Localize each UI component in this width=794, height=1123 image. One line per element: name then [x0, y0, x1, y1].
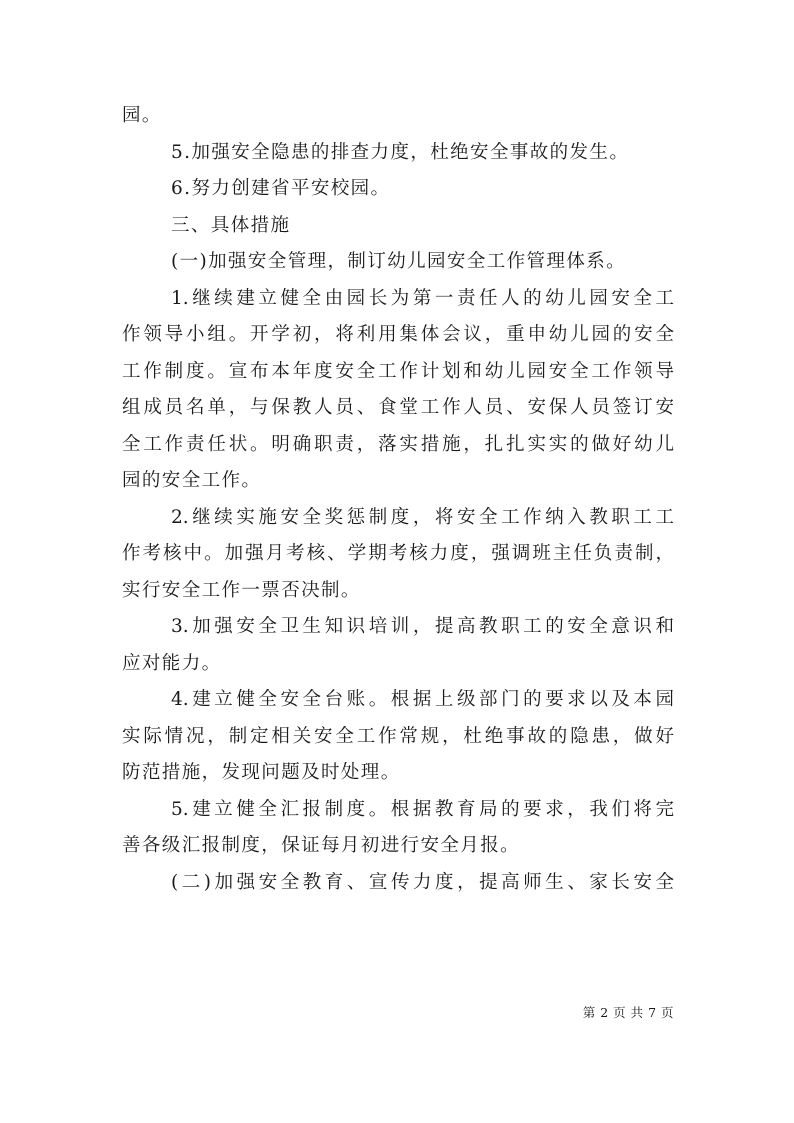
- text-line: 园。: [122, 105, 162, 126]
- text-line: 2.继续实施安全奖惩制度，将安全工作纳入教职工工: [171, 506, 674, 528]
- text-line: 工作制度。宣布本年度安全工作计划和幼儿园安全工作领导: [122, 360, 674, 382]
- text-line: 1.继续建立健全由园长为第一责任人的幼儿园安全工: [171, 287, 674, 309]
- text-line: 作考核中。加强月考核、学期考核力度，强调班主任负责制，: [122, 543, 674, 564]
- section-heading: 三、具体措施: [171, 214, 291, 236]
- text-line: 5.加强安全隐患的排查力度，杜绝安全事故的发生。: [171, 141, 630, 163]
- text-line: 5.建立健全汇报制度。根据教育局的要求，我们将完: [171, 798, 674, 820]
- subsection-heading: (一)加强安全管理，制订幼儿园安全工作管理体系。: [171, 251, 627, 272]
- text-line: 实际情况，制定相关安全工作常规，杜绝事故的隐患，做好: [122, 725, 674, 747]
- text-line: 组成员名单，与保教人员、食堂工作人员、安保人员签订安: [122, 397, 674, 418]
- text-line: 防范措施，发现问题及时处理。: [122, 762, 401, 783]
- text-line: 实行安全工作一票否决制。: [122, 579, 361, 601]
- text-line: 作领导小组。开学初，将利用集体会议，重申幼儿园的安全: [122, 324, 674, 345]
- text-line: 园的安全工作。: [122, 470, 262, 491]
- text-line: 4.建立健全安全台账。根据上级部门的要求以及本园: [171, 689, 674, 710]
- text-line: 善各级汇报制度，保证每月初进行安全月报。: [122, 835, 521, 856]
- subsection-heading: (二)加强安全教育、宣传力度，提高师生、家长安全: [171, 871, 674, 893]
- document-body: [122, 98, 674, 901]
- text-line: 应对能力。: [122, 652, 222, 674]
- page-number: 第 2 页 共 7 页: [582, 1005, 674, 1020]
- text-line: 3.加强安全卫生知识培训，提高教职工的安全意识和: [171, 616, 674, 637]
- text-line: 全工作责任状。明确职责，落实措施，扎扎实实的做好幼儿: [122, 433, 674, 455]
- text-line: 6.努力创建省平安校园。: [171, 178, 391, 199]
